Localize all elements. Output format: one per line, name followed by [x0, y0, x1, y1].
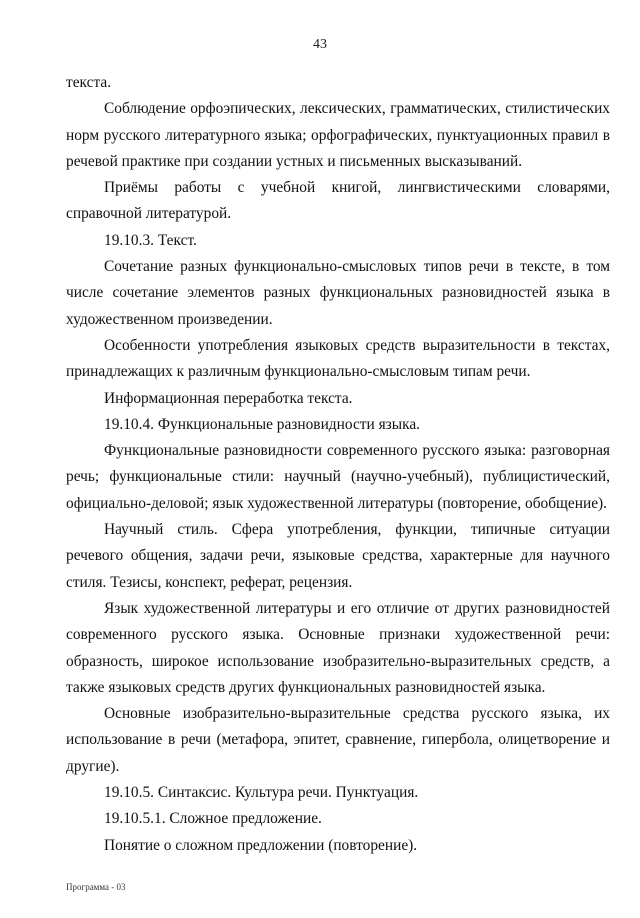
paragraph: текста. [66, 74, 112, 91]
paragraph: Основные изобразительно-выразительные средства русского языка, их использование в речи (метафора, эпитет, сравнение, гипербола, олицетворение и другие). [66, 705, 610, 775]
paragraph: Понятие о сложном предложении (повторение). [104, 836, 418, 854]
paragraph: Информационная переработка текста. [104, 389, 353, 407]
document-body [66, 70, 610, 859]
paragraph: Особенности употребления языковых средств выразительности в текстах, принадлежащих к различным функционально-смысловым типам речи. [66, 336, 610, 381]
paragraph: Функциональные разновидности современного русского языка: разговорная речь; функциональные стили: научный (научно-учебный), публицистический, официально-деловой; язык художественной литературы (повторение, обобщение). [66, 442, 610, 512]
paragraph: Приёмы работы с учебной книгой, лингвистическими словарями, справочной литературой. [66, 179, 610, 223]
section-heading: 19.10.5.1. Сложное предложение. [104, 810, 322, 828]
paragraph: Язык художественной литературы и его отличие от других разновидностей современного русского языка. Основные признаки художественной речи: образность, широкое использование изобразительно-выразительных средств, а также языковых средств других функциональных разновидностей языка. [66, 599, 610, 696]
page-number: 43 [313, 37, 327, 52]
paragraph: Соблюдение орфоэпических, лексических, грамматических, стилистических норм русского литературного языка; орфографических, пунктуационных правил в речевой практике при создании устных и письменных высказываний. [66, 100, 610, 170]
footer-label: Программа - 03 [66, 882, 126, 892]
section-heading: 19.10.3. Текст. [104, 231, 197, 249]
paragraph: Научный стиль. Сфера употребления, функции, типичные ситуации речевого общения, задачи речи, языковые средства, характерные для научного стиля. Тезисы, конспект, реферат, рецензия. [66, 521, 610, 591]
section-heading: 19.10.5. Синтаксис. Культура речи. Пунктуация. [104, 784, 419, 802]
section-heading: 19.10.4. Функциональные разновидности языка. [104, 415, 421, 433]
paragraph: Сочетание разных функционально-смысловых типов речи в тексте, в том числе сочетание элементов разных функциональных разновидностей языка в художественном произведении. [66, 258, 610, 328]
